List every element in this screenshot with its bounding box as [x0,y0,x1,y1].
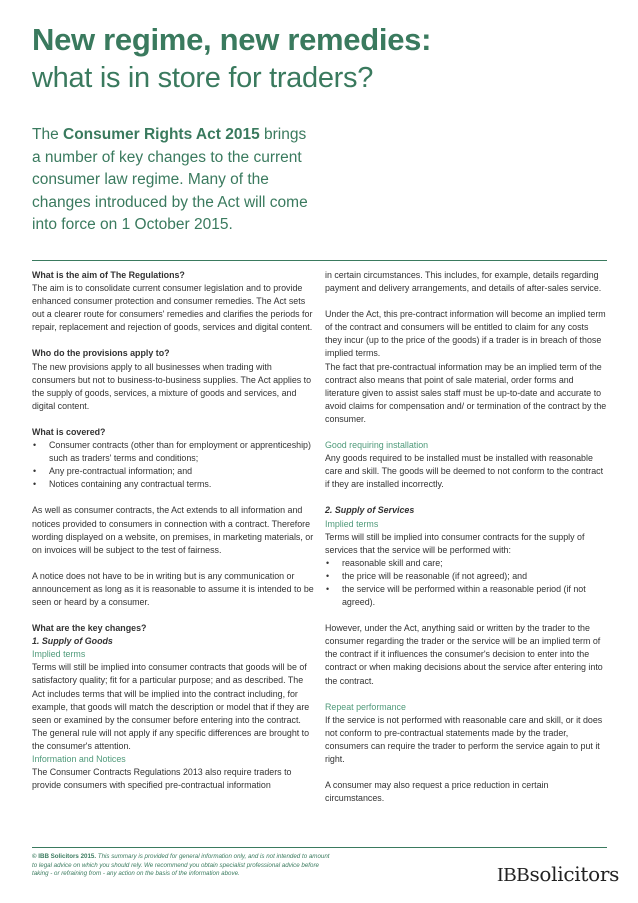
list-item: • the service will be performed within a reasonable period (if not agreed). [325,583,607,609]
list-item: • Any pre-contractual information; and [32,465,314,478]
subheading-repeat: Repeat performance [325,701,406,712]
page-subtitle: what is in store for traders? [32,62,374,94]
list-item: • Consumer contracts (other than for employment or apprenticeship) such as traders' terms and conditions; [32,439,314,465]
list-item: • Notices containing any contractual terms. [32,478,314,491]
list-item: • reasonable skill and care; [325,557,607,570]
ibb-logo: IBBsolicitors [497,862,620,886]
bottom-divider [32,847,607,848]
subheading-installation: Good requiring installation [325,440,429,451]
heading-covered: What is covered? [32,426,106,437]
heading-supply-services: 2. Supply of Services [325,505,415,516]
top-divider [32,260,607,261]
subheading-information: Information and Notices [32,754,126,764]
right-column: in certain circumstances. This includes, for example, details regarding payment and delivery arrangements, and details of after-sales service. Under the Act, this pre-contract information will become an implied term of the contract and consumers will be entitled to claim for any costs they incur (up to the price of the goods) if a trader is in breach of those implied terms. The fact that pre-contractual information may be an implied term of the contract also means that point of sale material, order forms and literature given to assist sales staff must be up-to-date and accurate to avoid claims for compensation and/ or termination of the contract by the consumer. Good requiring installation Any goods required to be installed must be installed with reasonable care and skill. The goods will be deemed to not conform to the contract if they are installed incorrectly. 2. Supply of Services Implied terms Terms will still be implied into consumer contracts for the supply of services that the service will be performed with: • reasonable skill and care; • the price will be reasonable (if not agreed); and • the service will be performed within a reasonable period (if not agreed). However, under the Act, anything said or written by the trader to the consumer regarding the trader or the service will be an implied term of the contract if it influences the consumer's decision to enter into the contract or when making decisions about the service after entering into the contract. Repeat performance If the service is not performed with reasonable care and skill, or it does not conform to pre-contractual statements made by the trader, consumers can require the trader to perform the service again to put it right. A consumer may also request a price reduction in certain circumstances. [325,269,607,805]
heading-changes: What are the key changes? [32,623,147,634]
subheading-implied-terms-services: Implied terms [325,518,379,529]
footer-disclaimer: © IBB Solicitors 2015. This summary is provided for general information only, and is not intended to amount to legal advice on which you should rely. We recommend you obtain specialist professional advice before taking - or refraining from - any action on the basis of the information above. [32,853,330,877]
heading-supply-goods: 1. Supply of Goods [32,636,113,647]
page-title: New regime, new remedies: [32,22,432,57]
subheading-implied-terms: Implied terms [32,649,86,660]
intro-paragraph: The Consumer Rights Act 2015 brings a number of key changes to the current consumer law regime. Many of the changes introduced by the Act will come into force on 1 October 2015. [32,126,308,233]
heading-aim: What is the aim of The Regulations? [32,270,185,280]
heading-apply: Who do the provisions apply to? [32,348,170,359]
list-item: • the price will be reasonable (if not agreed); and [325,570,607,583]
act-name: Consumer Rights Act 2015 [63,126,260,143]
left-column: What is the aim of The Regulations? The aim is to consolidate current consumer legislation and to provide enhanced consumer protection and consumer remedies. The Act sets out a clearer route for consumers' remedies and clarifies the periods for repair, replacement and rejection of goods, services and digital content. Who do the provisions apply to? The new provisions apply to all businesses when trading with consumers but not to business-to-business supplies. The Act applies to the supply of goods, services, a mixture of goods and services, and digital content. What is covered? • Consumer contracts (other than for employment or apprenticeship) such as traders' terms and conditions; • Any pre-contractual information; and • Notices containing any contractual terms. As well as consumer contracts, the Act extends to all information and notices provided to consumers in connection with a contract. Therefore wording displayed on a website, on premises, in marketing materials, or on invoices will be subject to the test of fairness. A notice does not have to be in writing but is any communication or announcement as long as it is reasonable to assume it is intended to be seen or heard by a consumer. What are the key changes? 1. Supply of Goods Implied terms Terms will still be implied into consumer contracts that goods will be of satisfactory quality; fit for a particular purpose; and as described. The Act includes terms that will be implied into the contract including, for example, that goods will match the description or model that if they are seen or examined by the consumer before entering into the contract. The general rule will not apply if any specific differences are brought to the consumer's attention. Information and Notices The Consumer Contracts Regulations 2013 also require traders to provide consumers with specified pre-contractual information [32,269,314,792]
